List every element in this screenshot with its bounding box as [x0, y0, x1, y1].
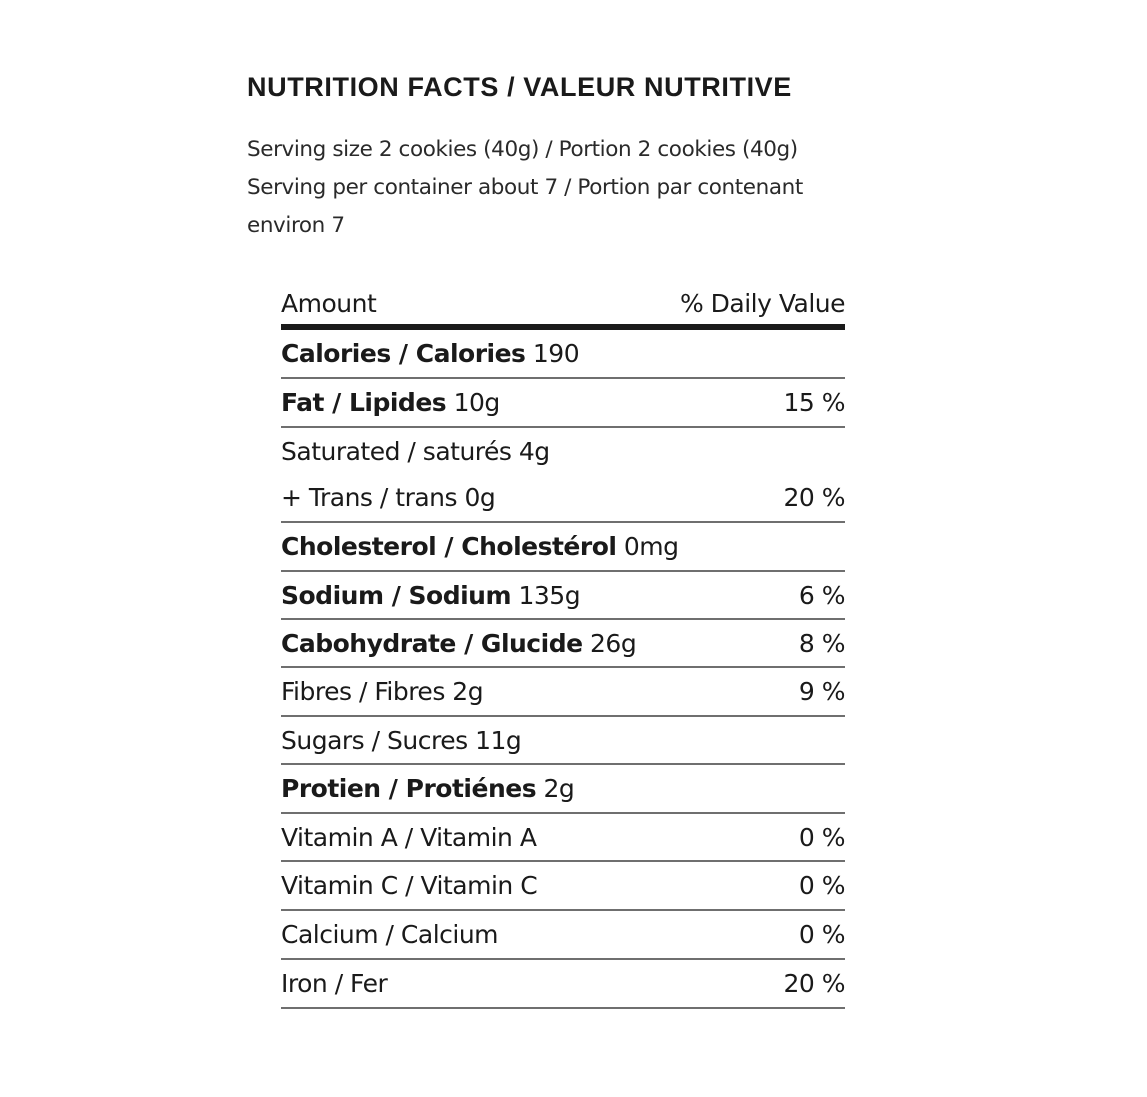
nutrient-amount: 0mg — [616, 532, 679, 561]
nutrient-row-fibres — [281, 668, 845, 717]
serving-info — [247, 131, 857, 245]
nutrient-row-trans — [281, 474, 845, 523]
nutrition-table — [281, 282, 845, 1009]
header-daily-value: % Daily Value — [679, 288, 845, 318]
nutrient-row-saturated — [281, 428, 845, 474]
nutrient-dv: 20 % — [783, 969, 845, 998]
nutrient-name: Saturated / saturés 4g — [281, 436, 550, 466]
nutrient-dv: 20 % — [783, 483, 845, 512]
nutrient-name: Cholesterol / Cholestérol — [281, 532, 617, 561]
nutrient-row-sodium — [281, 572, 845, 620]
serving-size-text: Serving size 2 cookies (40g) / Portion 2 cookies (40g) — [247, 137, 798, 162]
nutrient-amount: 2g — [536, 774, 575, 803]
nutrient-name: Iron / Fer — [281, 969, 388, 998]
nutrient-name: Vitamin C / Vitamin C — [281, 871, 538, 900]
nutrient-name: Cabohydrate / Glucide — [281, 628, 583, 658]
servings-per-container-text: Serving per container about 7 / Portion par contenant — [247, 175, 803, 200]
nutrient-name: Sodium / Sodium — [281, 580, 512, 610]
nutrient-row-carbohydrate — [281, 620, 845, 668]
nutrient-name: Protien / Protiénes — [281, 774, 537, 803]
nutrient-dv: 9 % — [798, 677, 845, 706]
nutrient-row-cholesterol — [281, 523, 845, 572]
nutrient-name: + Trans / trans 0g — [281, 483, 496, 512]
nutrient-amount: 190 — [525, 339, 580, 368]
nutrient-dv: 0 % — [798, 920, 845, 949]
nutrient-dv: 15 % — [783, 388, 845, 417]
nutrient-row-protein — [281, 765, 845, 814]
nutrient-name: Calories / Calories — [281, 339, 526, 368]
nutrient-row-iron — [281, 960, 845, 1009]
header-amount: Amount — [281, 288, 377, 318]
nutrient-name: Calcium / Calcium — [281, 920, 499, 949]
nutrient-row-calcium — [281, 911, 845, 960]
nutrient-amount: 26g — [582, 628, 637, 658]
nutrient-name: Sugars / Sucres 11g — [281, 725, 522, 755]
nutrient-dv: 0 % — [798, 822, 845, 852]
nutrient-row-sugars — [281, 717, 845, 765]
nutrient-dv: 6 % — [798, 580, 845, 610]
nutrient-dv: 8 % — [798, 628, 845, 658]
nutrient-row-calories — [281, 330, 845, 379]
nutrient-dv: 0 % — [798, 871, 845, 900]
nutrient-row-vitamin-a — [281, 814, 845, 862]
nutrient-row-vitamin-c — [281, 862, 845, 911]
nutrient-name: Fat / Lipides — [281, 388, 447, 417]
nutrient-name: Vitamin A / Vitamin A — [281, 822, 537, 852]
nutrient-amount: 10g — [446, 388, 500, 417]
servings-per-container-text-cont: environ 7 — [247, 213, 345, 238]
nutrient-name: Fibres / Fibres 2g — [281, 677, 484, 706]
nutrient-row-fat — [281, 379, 845, 428]
nutrient-amount: 135g — [511, 580, 581, 610]
table-header — [281, 282, 845, 330]
label-title: NUTRITION FACTS / VALEUR NUTRITIVE — [247, 72, 792, 102]
